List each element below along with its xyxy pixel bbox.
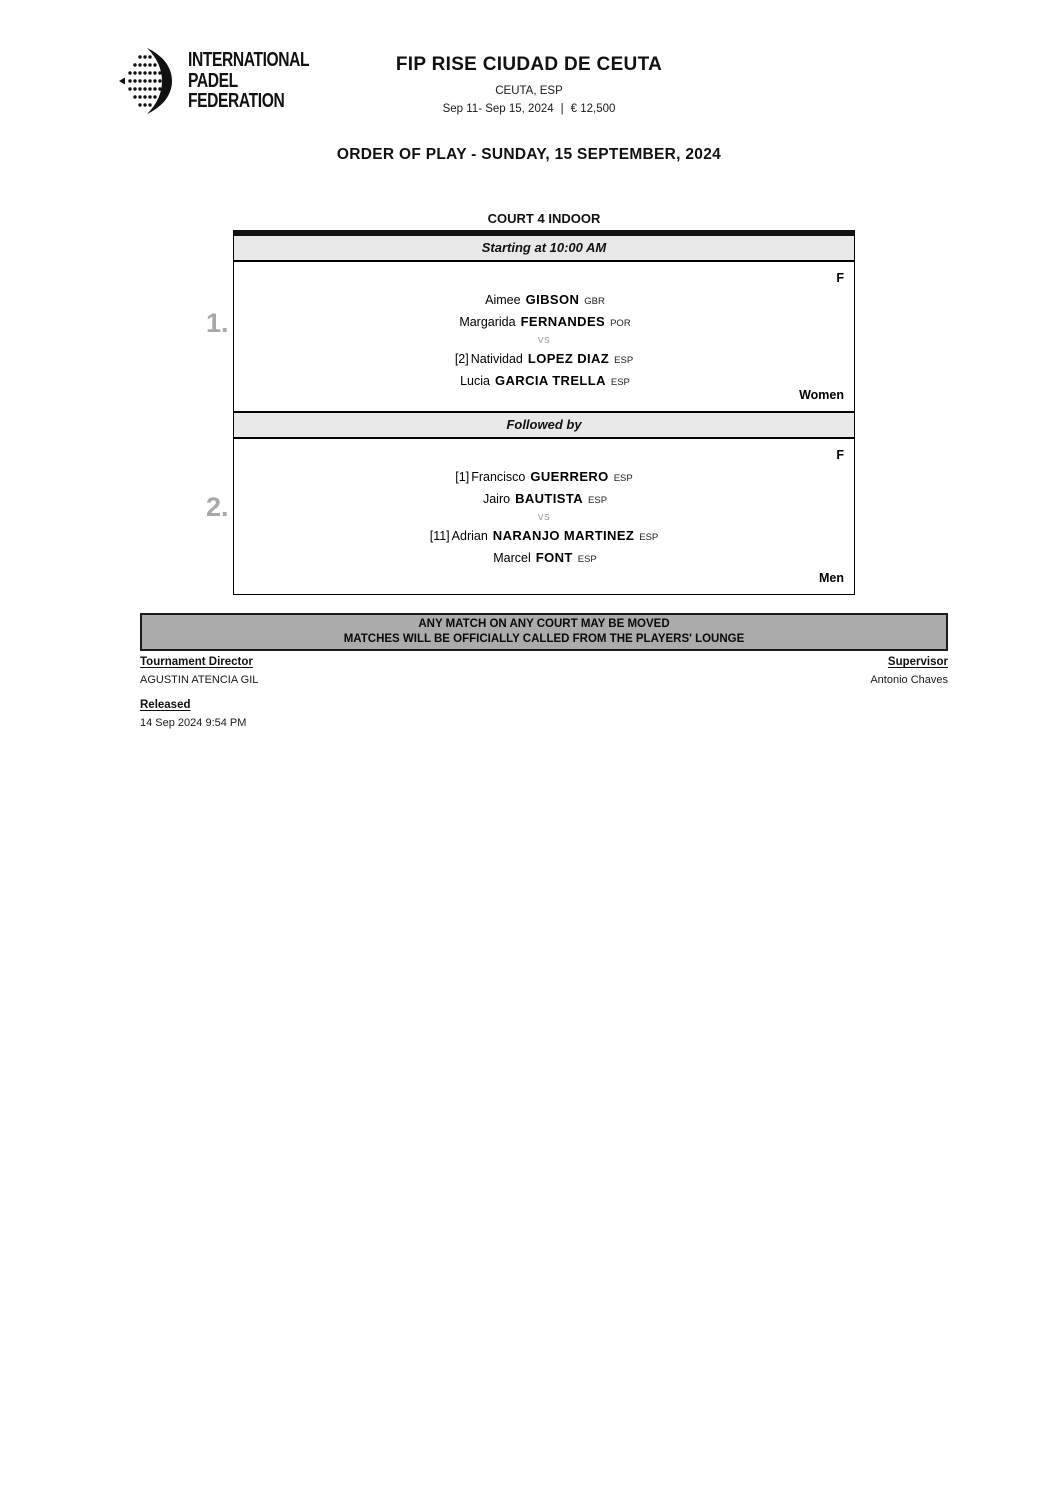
versus-label: VS xyxy=(537,512,551,522)
event-title: FIP RISE CIUDAD DE CEUTA xyxy=(395,54,663,75)
notice-banner xyxy=(140,613,948,651)
player-first-name: Margarida xyxy=(459,315,516,329)
player xyxy=(234,348,854,370)
player-last-name: BAUTISTA xyxy=(515,491,584,506)
player xyxy=(234,488,854,510)
player-first-name: Aimee xyxy=(485,293,521,307)
tournament-director-label: Tournament Director xyxy=(140,656,253,668)
event-dates: Sep 11- Sep 15, 2024 xyxy=(442,103,554,115)
match-2-players xyxy=(234,466,854,569)
player-country: ESP xyxy=(614,355,634,366)
player-first-name: Natividad xyxy=(470,352,523,366)
notice-line-1: ANY MATCH ON ANY COURT MAY BE MOVED xyxy=(418,618,670,630)
player-last-name: FERNANDES xyxy=(520,314,606,329)
notice-line-2: MATCHES WILL BE OFFICIALLY CALLED FROM THE PLAYERS' LOUNGE xyxy=(343,632,745,645)
player-first-name: Marcel xyxy=(493,551,531,565)
player-country: ESP xyxy=(613,473,633,484)
match-2-schedule-header: Followed by xyxy=(234,411,854,439)
event-location: CEUTA, ESP xyxy=(495,85,563,97)
player-first-name: Francisco xyxy=(471,470,526,484)
logo-line-2: PADEL xyxy=(188,69,238,92)
match-2-round: F xyxy=(836,448,844,462)
released-datetime: 14 Sep 2024 9:54 PM xyxy=(140,717,247,729)
versus-label: VS xyxy=(537,335,551,345)
player-last-name: GARCIA TRELLA xyxy=(494,373,606,388)
player-country: ESP xyxy=(610,377,630,388)
player xyxy=(234,466,854,488)
player-seed: [1] xyxy=(455,470,470,484)
player-last-name: FONT xyxy=(535,550,573,565)
match-1-players xyxy=(234,289,854,392)
event-prize: € 12,500 xyxy=(570,103,616,115)
match-2 xyxy=(234,439,854,594)
match-1-schedule-header: Starting at 10:00 AM xyxy=(234,236,854,262)
player xyxy=(234,311,854,333)
player-seed: [2] xyxy=(454,352,469,366)
player xyxy=(234,547,854,569)
player-country: ESP xyxy=(639,532,659,543)
match-2-category: Men xyxy=(819,571,844,585)
player-first-name: Lucia xyxy=(460,374,490,388)
match-1-category: Women xyxy=(799,388,844,402)
footer-right xyxy=(870,656,948,686)
order-of-play-table xyxy=(233,230,855,595)
match-1 xyxy=(234,262,854,411)
player-seed: [11] xyxy=(429,529,450,543)
player-first-name: Adrian xyxy=(451,529,488,543)
court-title: COURT 4 INDOOR xyxy=(487,211,601,226)
match-1-number: 1. xyxy=(206,308,229,338)
supervisor-name: Antonio Chaves xyxy=(870,674,948,686)
player xyxy=(234,525,854,547)
order-of-play-title: ORDER OF PLAY - SUNDAY, 15 SEPTEMBER, 2024 xyxy=(336,146,722,163)
released-label: Released xyxy=(140,699,191,711)
player-country: POR xyxy=(610,318,631,329)
event-header xyxy=(0,54,1058,115)
logo-line-3: FEDERATION xyxy=(188,90,285,112)
player-country: GBR xyxy=(584,296,605,307)
player-country: ESP xyxy=(577,554,597,565)
player-last-name: NARANJO MARTINEZ xyxy=(492,528,635,543)
match-2-number: 2. xyxy=(206,492,229,522)
court-section xyxy=(206,211,855,595)
player-last-name: GIBSON xyxy=(525,292,580,307)
player-last-name: LOPEZ DIAZ xyxy=(527,351,610,366)
supervisor-label: Supervisor xyxy=(887,656,948,668)
tournament-director-name: AGUSTIN ATENCIA GIL xyxy=(140,674,259,686)
match-1-round: F xyxy=(836,271,844,285)
logo-line-1: INTERNATIONAL xyxy=(188,49,310,71)
player-country: ESP xyxy=(588,495,608,506)
player xyxy=(234,289,854,311)
footer-left xyxy=(140,656,258,729)
player xyxy=(234,370,854,392)
player-last-name: GUERRERO xyxy=(530,469,609,484)
dates-prize-separator: | xyxy=(560,103,564,115)
event-dates-prize xyxy=(0,103,1058,115)
player-first-name: Jairo xyxy=(482,492,511,506)
